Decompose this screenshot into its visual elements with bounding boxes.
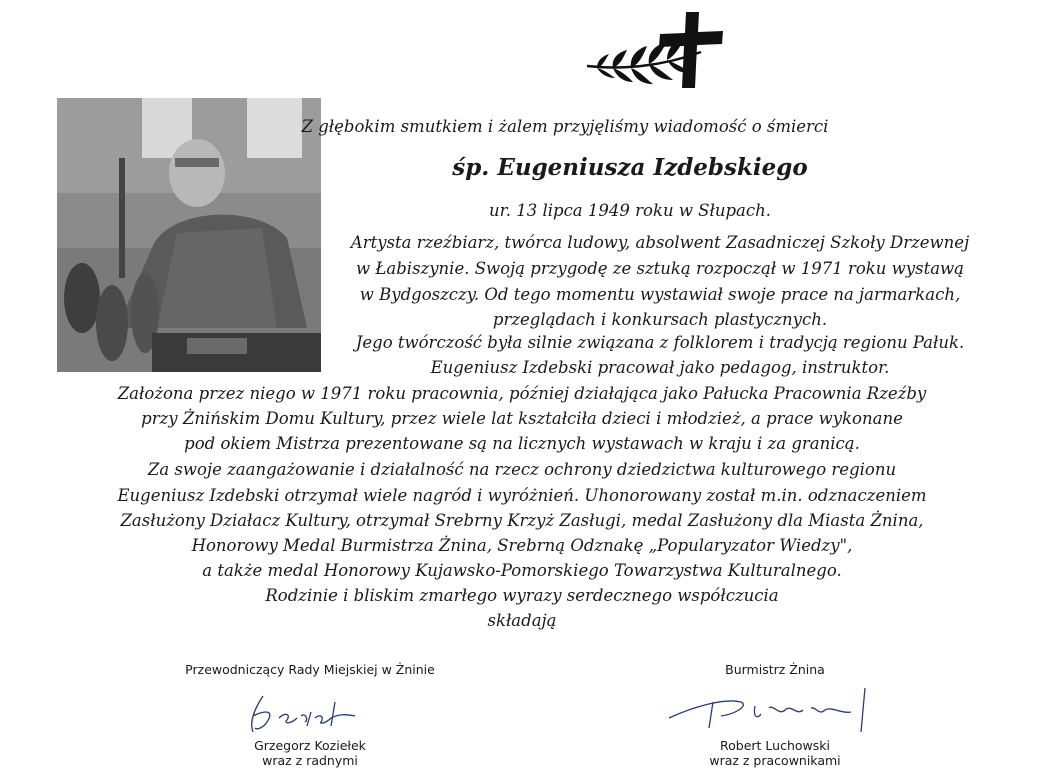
body-line: Zasłużony Działacz Kultury, otrzymał Srebrny Krzyż Zasługi, medal Zasłużony dla Miasta Żnina, — [120, 511, 924, 530]
left-handwritten-signature — [245, 688, 375, 738]
body-line: w Bydgoszczy. Od tego momentu wystawiał swoje prace na jarmarkach, — [359, 285, 961, 304]
deceased-name: śp. Eugeniusza Izdebskiego — [452, 154, 808, 181]
right-signatory-title: Burmistrz Żnina — [725, 662, 825, 677]
body-line: Eugeniusz Izdebski pracował jako pedagog, instruktor. — [430, 358, 890, 377]
body-line: w Łabiszynie. Swoją przygodę ze sztuką rozpoczął w 1971 roku wystawą — [355, 259, 965, 278]
body-line: a także medal Honorowy Kujawsko-Pomorskiego Towarzystwa Kulturalnego. — [202, 561, 842, 580]
condolence-line: Rodzinie i bliskim zmarłego wyrazy serdecznego współczucia — [265, 586, 779, 605]
birth-info: ur. 13 lipca 1949 roku w Słupach. — [489, 201, 771, 220]
body-line: Eugeniusz Izdebski otrzymał wiele nagród i wyróżnień. Uhonorowany został m.in. odznaczeniem — [117, 486, 927, 505]
body-line: Założona przez niego w 1971 roku pracownia, później działająca jako Pałucka Pracownia Rzeźby — [117, 384, 927, 403]
left-signatory-name: Grzegorz Koziełek — [254, 738, 366, 753]
left-signatory-title: Przewodniczący Rady Miejskiej w Żninie — [185, 662, 435, 677]
body-line: Jego twórczość była silnie związana z folklorem i tradycją regionu Pałuk. — [355, 333, 965, 352]
closing-line: składają — [487, 611, 557, 630]
right-signatory-name: Robert Luchowski — [720, 738, 830, 753]
body-line: przy Żnińskim Domu Kultury, przez wiele lat kształciła dzieci i młodzież, a prace wykonane — [141, 409, 903, 428]
body-line: Za swoje zaangażowanie i działalność na rzecz ochrony dziedzictwa kulturowego regionu — [147, 460, 897, 479]
body-line: Artysta rzeźbiarz, twórca ludowy, absolwent Zasadniczej Szkoły Drzewnej — [350, 233, 970, 252]
right-handwritten-signature — [665, 680, 885, 740]
portrait-photo — [57, 98, 321, 372]
cross-with-palm-branch-icon — [583, 8, 728, 96]
left-signatory-note: wraz z radnymi — [262, 753, 358, 768]
body-line: Honorowy Medal Burmistrza Żnina, Srebrną Odznakę „Popularyzator Wiedzy", — [191, 536, 853, 555]
right-signatory-note: wraz z pracownikami — [709, 753, 841, 768]
body-line: pod okiem Mistrza prezentowane są na licznych wystawach w kraju i za granicą. — [184, 434, 860, 453]
body-line: przeglądach i konkursach plastycznych. — [492, 310, 828, 329]
intro-text: Z głębokim smutkiem i żalem przyjęliśmy wiadomość o śmierci — [301, 117, 829, 136]
